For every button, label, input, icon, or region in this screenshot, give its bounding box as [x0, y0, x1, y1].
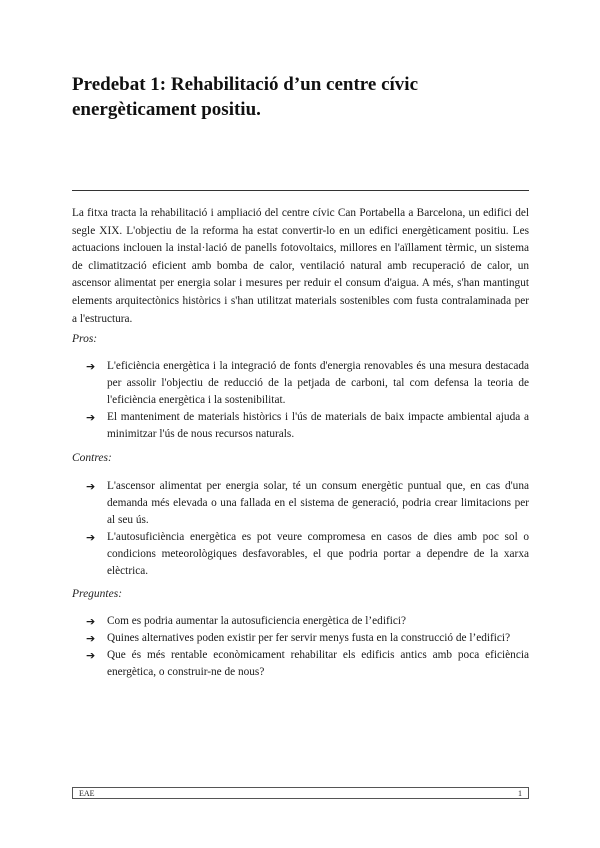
contres-list [72, 478, 529, 580]
list-item [72, 358, 529, 409]
arrow-icon: ➔ [86, 360, 96, 373]
pros-heading: Pros: [72, 333, 98, 345]
list-item-text: L'autosuficiència energètica es pot veure compromesa en casos de dies amb poc sol o condicions meteorològiques desfavorables, el que podria portar a dependre de la xarxa elèctrica. [107, 531, 529, 577]
list-item-text: Com es podria aumentar la autosuficiencia energètica de l’edifici? [107, 615, 407, 627]
page-footer [72, 787, 529, 799]
arrow-icon: ➔ [86, 615, 96, 628]
list-item-text: Que és més rentable econòmicament rehabilitar els edificis antics amb poca eficiència energètica, o construir-ne de nous? [107, 649, 529, 678]
preguntes-heading: Preguntes: [72, 588, 123, 600]
list-item [72, 630, 529, 647]
list-item [72, 613, 529, 630]
arrow-icon: ➔ [86, 531, 96, 544]
document-title: Predebat 1: Rehabilitació d’un centre cívic energèticament positiu. [72, 74, 418, 120]
arrow-icon: ➔ [86, 649, 96, 662]
list-item-text: L'eficiència energètica i la integració de fonts d'energia renovables és una mesura destacada per assolir l'objectiu de reducció de la petjada de carboni, tal com defensa la teoria de l'eficiència energètica i la sostenibilitat. [107, 360, 529, 406]
arrow-icon: ➔ [86, 632, 96, 645]
contres-heading: Contres: [72, 452, 112, 464]
intro-paragraph: La fitxa tracta la rehabilitació i ampliació del centre cívic Can Portabella a Barcelona, un edifici del segle XIX. L'objectiu de la reforma ha estat convertir-lo en un edifici energèticament positiu. Les actuacions inclouen la instal·lació de panells fotovoltaics, millores en l'aïllament tèrmic, un sistema de climatització eficient amb bomba de calor, ventilació natural amb recuperació de calor, un ascensor alimentat per energia solar i mesures per reduir el consum d'aigua. A més, s'han mantingut elements arquitectònics històrics i s'han utilitzat materials sostenibles com fusta contralaminada per a l'estructura. [72, 207, 529, 325]
list-item [72, 478, 529, 529]
list-item-text: L'ascensor alimentat per energia solar, té un consum energètic puntual que, en cas d'una demanda més elevada o una fallada en el sistema de generació, podria crear limitacions per al seu ús. [107, 480, 529, 526]
list-item-text: El manteniment de materials històrics i l'ús de materials de baix impacte ambiental ajuda a minimitzar l'ús de nous recursos naturals. [107, 411, 529, 440]
title-divider [72, 190, 529, 191]
preguntes-list [72, 613, 529, 681]
list-item [72, 529, 529, 580]
list-item [72, 409, 529, 443]
pros-list [72, 358, 529, 443]
list-item-text: Quines alternatives poden existir per fer servir menys fusta en la construcció de l’edifici? [107, 632, 511, 644]
page-number: 1 [518, 789, 522, 798]
arrow-icon: ➔ [86, 411, 96, 424]
arrow-icon: ➔ [86, 480, 96, 493]
footer-label: EAE [79, 789, 95, 798]
list-item [72, 647, 529, 681]
